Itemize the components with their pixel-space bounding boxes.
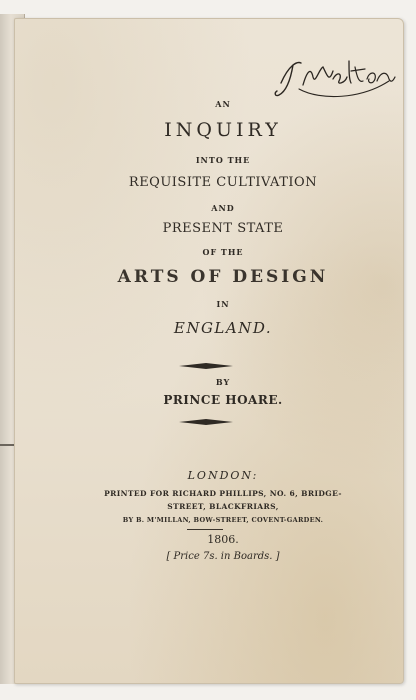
imprint-year: 1806. — [207, 533, 239, 546]
price-note: [ Price 7s. in Boards. ] — [166, 551, 280, 562]
imprint-line-2: STREET, BLACKFRIARS, — [167, 502, 279, 511]
title-line-an: AN — [215, 99, 231, 109]
imprint-place: LONDON: — [187, 469, 259, 482]
author-name: PRINCE HOARE. — [163, 393, 283, 407]
imprint-rule — [187, 529, 223, 530]
title-line-in: IN — [216, 299, 230, 309]
title-line-inquiry: INQUIRY — [164, 119, 282, 141]
title-line-arts: ARTS OF DESIGN — [117, 267, 329, 287]
imprint-line-1: PRINTED FOR RICHARD PHILLIPS, NO. 6, BRIDGE- — [104, 489, 342, 498]
title-line-england: ENGLAND. — [173, 319, 273, 337]
title-line-of-the: OF THE — [202, 247, 244, 257]
title-page — [14, 18, 404, 684]
title-line-and: AND — [211, 203, 235, 213]
imprint-line-3: BY B. M'MILLAN, BOW-STREET, COVENT-GARDEN. — [122, 516, 324, 524]
title-line-requisite: REQUISITE CULTIVATION — [128, 175, 318, 190]
ornamental-rule-bottom — [179, 417, 233, 427]
ornamental-rule-top — [179, 361, 233, 371]
title-line-into-the: INTO THE — [195, 155, 251, 165]
title-line-present-state: PRESENT STATE — [162, 221, 284, 236]
author-line-by: BY — [215, 377, 231, 387]
